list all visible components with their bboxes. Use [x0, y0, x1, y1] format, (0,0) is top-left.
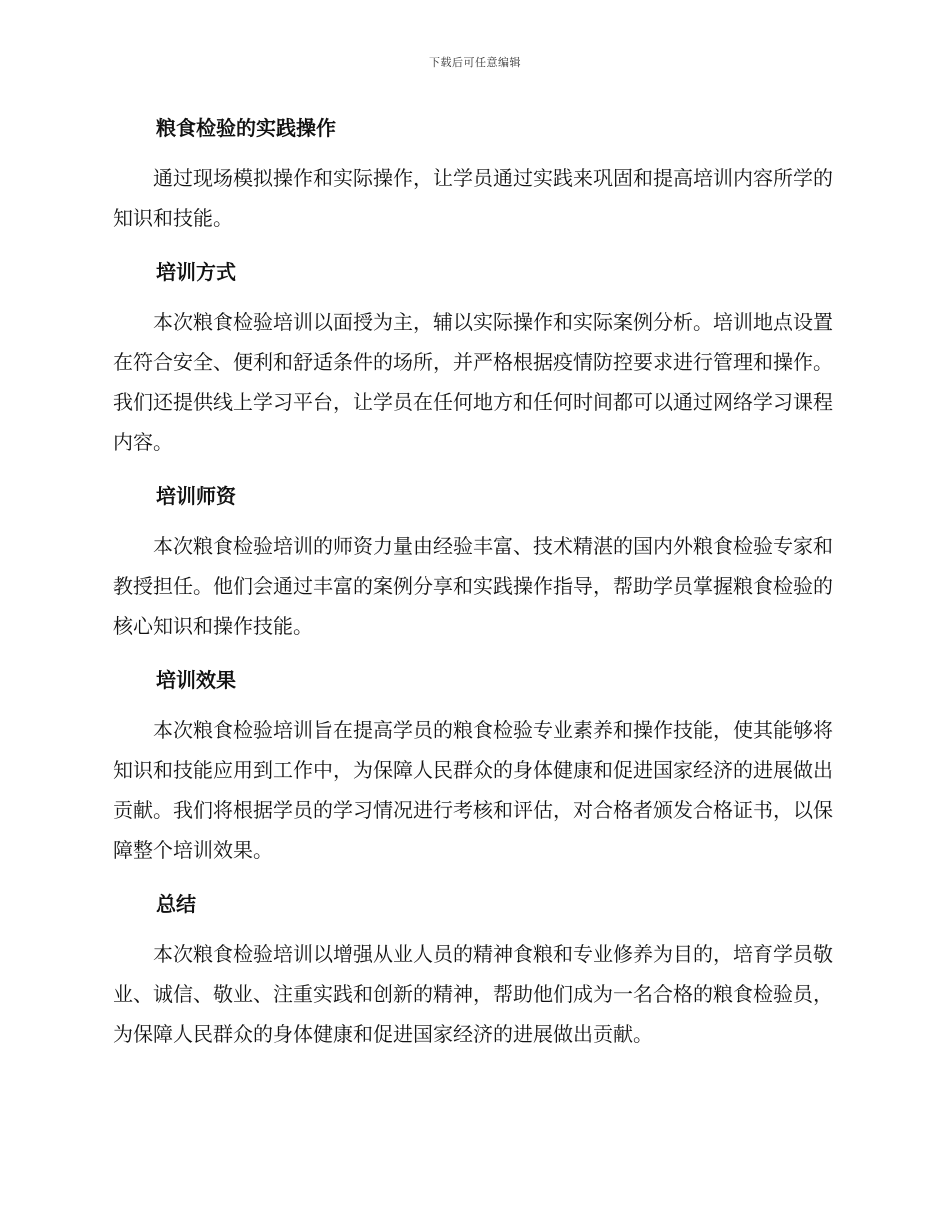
document-body	[113, 108, 833, 1068]
section-paragraph-practice: 通过现场模拟操作和实际操作，让学员通过实践来巩固和提高培训内容所学的知识和技能。	[113, 166, 833, 230]
section-heading-training-effect: 培训效果	[156, 668, 236, 692]
section-heading-training-method: 培训方式	[156, 260, 236, 284]
section-paragraph-training-effect: 本次粮食检验培训旨在提高学员的粮食检验专业素养和操作技能，使其能够将知识和技能应用到工作中，为保障人民群众的身体健康和促进国家经济的进展做出贡献。我们将根据学员的学习情况进行考核和评估，对合格者颁发合格证书，以保障整个培训效果。	[113, 718, 833, 862]
section-paragraph-summary: 本次粮食检验培训以增强从业人员的精神食粮和专业修养为目的，培育学员敬业、诚信、敬业、注重实践和创新的精神，帮助他们成为一名合格的粮食检验员，为保障人民群众的身体健康和促进国家经济的进展做出贡献。	[113, 942, 833, 1046]
section-heading-faculty: 培训师资	[156, 484, 236, 508]
section-paragraph-faculty: 本次粮食检验培训的师资力量由经验丰富、技术精湛的国内外粮食检验专家和教授担任。他们会通过丰富的案例分享和实践操作指导，帮助学员掌握粮食检验的核心知识和操作技能。	[113, 534, 833, 638]
page-header: 下载后可任意编辑	[429, 56, 521, 69]
section-heading-summary: 总结	[156, 892, 196, 916]
section-heading-practice: 粮食检验的实践操作	[156, 116, 336, 140]
section-paragraph-training-method: 本次粮食检验培训以面授为主，辅以实际操作和实际案例分析。培训地点设置在符合安全、便利和舒适条件的场所，并严格根据疫情防控要求进行管理和操作。我们还提供线上学习平台，让学员在任何地方和任何时间都可以通过网络学习课程内容。	[113, 310, 833, 454]
